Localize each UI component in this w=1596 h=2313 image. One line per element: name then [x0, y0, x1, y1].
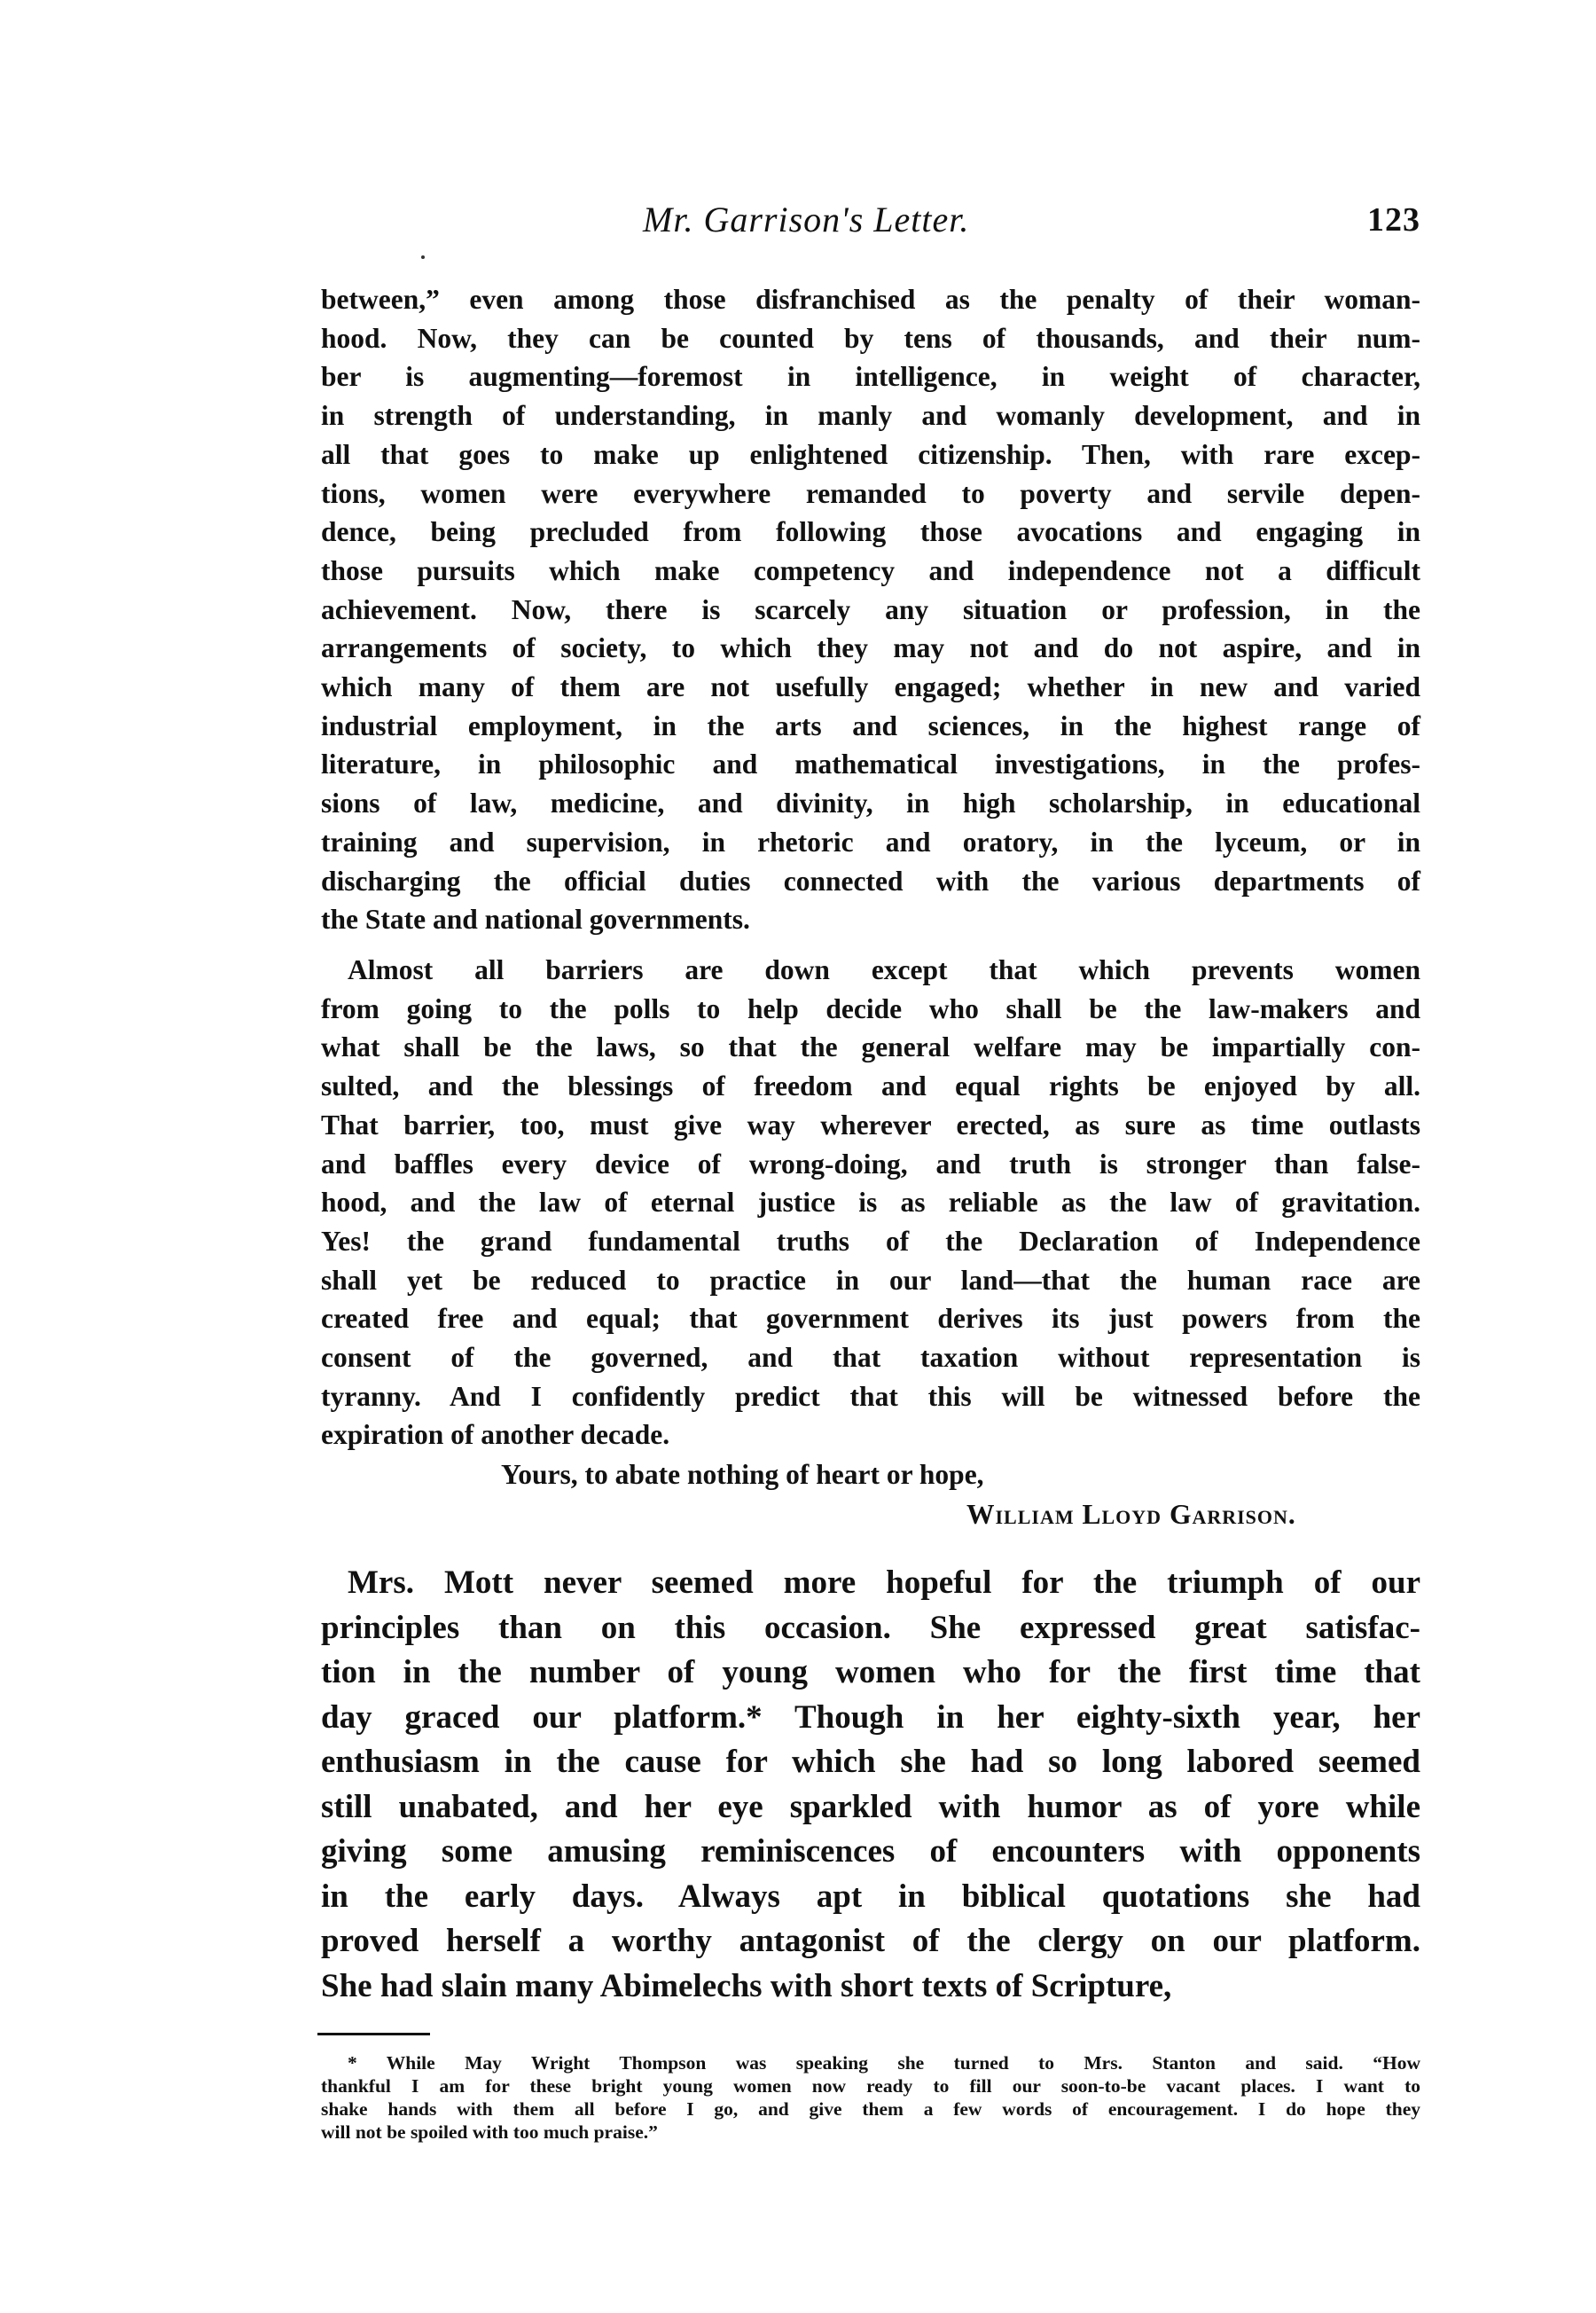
text-line: created free and equal; that government derives its just powers from the [321, 1303, 1420, 1335]
text-line: from going to the polls to help decide who shall be the law-makers and [321, 992, 1420, 1024]
text-line: enthusiasm in the cause for which she had so long labored seemed [321, 1744, 1420, 1780]
running-title: Mr. Garrison's Letter. [643, 200, 970, 239]
letter-paragraph-2 [321, 951, 1420, 1454]
text-line: day graced our platform.* Though in her eighty-sixth year, her [321, 1698, 1420, 1736]
text-line: sulted, and the blessings of freedom and equal rights be enjoyed by all. [321, 1070, 1420, 1102]
text-line: training and supervision, in rhetoric and oratory, in the lyceum, or in [321, 826, 1420, 858]
text-line: between,” even among those disfranchised as the penalty of their woman- [321, 284, 1420, 315]
text-line: proved herself a worthy antagonist of the clergy on our platform. [321, 1923, 1420, 1959]
text-line: ber is augmenting—foremost in intelligence, in weight of character, [321, 361, 1420, 393]
text-line: expiration of another decade. [321, 1419, 670, 1451]
text-line: and baffles every device of wrong-doing, and truth is stronger than false- [321, 1148, 1420, 1180]
text-line: industrial employment, in the arts and sciences, in the highest range of [321, 710, 1420, 741]
text-line: arrangements of society, to which they may not and do not aspire, and in [321, 632, 1420, 664]
print-speck [421, 255, 425, 259]
text-line: consent of the governed, and that taxation without representation is [321, 1342, 1420, 1374]
text-line: hood. Now, they can be counted by tens of thousands, and their num- [321, 322, 1420, 354]
text-line: That barrier, too, must give way wherever erected, as sure as time outlasts [321, 1109, 1420, 1141]
text-line: hood, and the law of eternal justice is as reliable as the law of gravitation. [321, 1187, 1420, 1219]
text-line: all that goes to make up enlightened citizenship. Then, with rare excep- [321, 438, 1420, 470]
text-line: dence, being precluded from following those avocations and engaging in [321, 516, 1420, 548]
text-line: thankful I am for these bright young women now ready to fill our soon-to-be vacant places. I want to [321, 2075, 1420, 2097]
text-line: achievement. Now, there is scarcely any situation or profession, in the [321, 593, 1420, 625]
text-line: * While May Wright Thompson was speaking she turned to Mrs. Stanton and said. “How [348, 2052, 1420, 2074]
text-line: what shall be the laws, so that the general welfare may be impartially con- [321, 1031, 1420, 1063]
running-head [0, 199, 1420, 252]
text-line: will not be spoiled with too much praise.” [321, 2121, 658, 2143]
narrative-paragraph [321, 1561, 1420, 2009]
page-number: 123 [1367, 201, 1420, 239]
footnote [321, 2051, 1420, 2144]
text-line: tyranny. And I confidently predict that this will be witnessed before the [321, 1380, 1420, 1412]
text-line: which many of them are not usefully engaged; whether in new and varied [321, 671, 1420, 703]
text-line: shake hands with them all before I go, and give them a few words of encouragement. I do hope they [321, 2098, 1420, 2120]
text-line: She had slain many Abimelechs with short texts of Scripture, [321, 1967, 1172, 2004]
text-line: the State and national governments. [321, 904, 750, 936]
text-line: tions, women were everywhere remanded to poverty and servile depen- [321, 477, 1420, 509]
text-line: sions of law, medicine, and divinity, in high scholarship, in educational [321, 788, 1420, 819]
text-line: in the early days. Always apt in biblical quotations she had [321, 1878, 1420, 1915]
text-line: Yes! the grand fundamental truths of the Declaration of Independence [321, 1225, 1420, 1257]
text-line: Mrs. Mott never seemed more hopeful for the triumph of our [348, 1564, 1420, 1601]
letter-closing: Yours, to abate nothing of heart or hope, [501, 1459, 984, 1490]
text-line: giving some amusing reminiscences of encounters with opponents [321, 1833, 1420, 1870]
text-line: Almost all barriers are down except that which prevents women [348, 954, 1420, 985]
text-line: principles than on this occasion. She expressed great satisfac- [321, 1609, 1420, 1646]
text-line: shall yet be reduced to practice in our land—that the human race are [321, 1264, 1420, 1296]
text-line: still unabated, and her eye sparkled with humor as of yore while [321, 1788, 1420, 1825]
footnote-rule [317, 2033, 430, 2035]
text-line: those pursuits which make competency and independence not a difficult [321, 554, 1420, 586]
text-line: discharging the official duties connected with the various departments of [321, 865, 1420, 897]
text-line: in strength of understanding, in manly and womanly development, and in [321, 400, 1420, 432]
text-line: tion in the number of young women who for the first time that [321, 1654, 1420, 1690]
text-line: literature, in philosophic and mathematical investigations, in the profes- [321, 749, 1420, 780]
letter-paragraph-1 [321, 280, 1420, 939]
letter-signature: William Lloyd Garrison. [966, 1499, 1296, 1530]
